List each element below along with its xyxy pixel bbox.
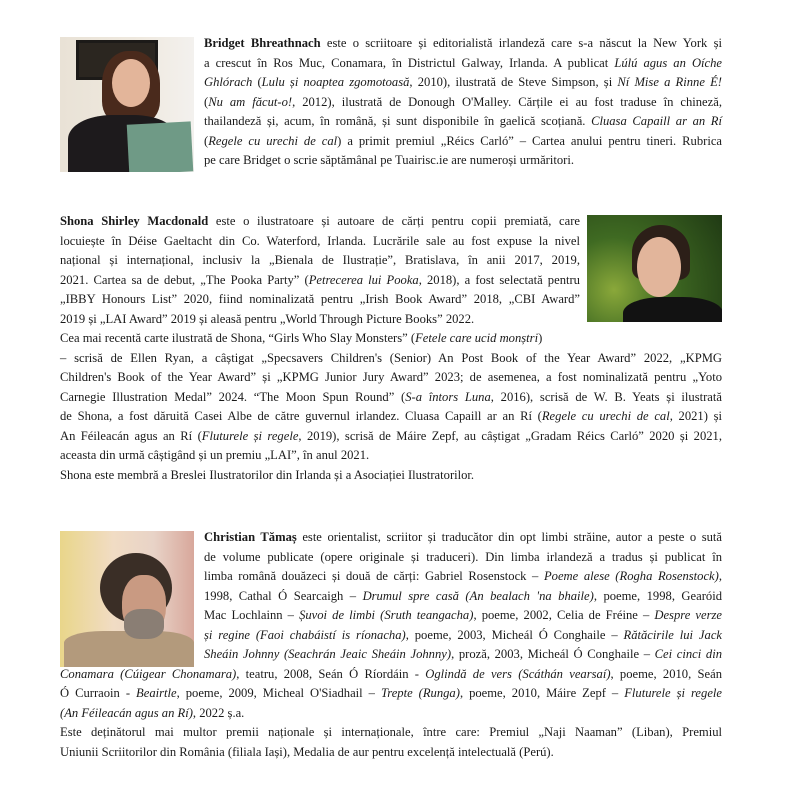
text-line [204,132,722,152]
text-run: 1998, Cathal Ó Searcaigh – [204,588,363,603]
italic-title: Lúlú agus an Oíche [614,55,723,70]
italic-title: Conamara (Cúigear Chonamara) [60,666,237,681]
text-run: , poeme, 2010, Máire Zepf – [459,686,625,700]
italic-title: Fluturele și regele [624,686,722,700]
text-line [60,407,722,427]
text-run: ( [252,75,262,89]
italic-title: Fetele care ucid monștri [415,331,539,345]
italic-title: Despre verze [654,608,722,622]
text-line [204,112,722,132]
italic-title: Cluasa Capaill ar an Rí [591,114,723,128]
text-line [204,626,722,646]
italic-title: Trepte (Runga) [380,686,460,700]
text-run: , 2022 ș.a. [192,705,245,720]
text-run: național și internațional, inclusiv la „Bienala de Ilustrație”, Bratislava, în anii 2017, 2019, [60,253,580,267]
text-line [60,466,722,486]
text-run: „IBBY Honours List” 2020, fiind nominalizată pentru „Irish Book Award” 2018, „CBI Award” [60,292,580,306]
text-line [204,34,722,54]
text-run: ( [204,133,209,148]
text-line [60,349,722,369]
text-run: , poeme, 2010, Seán [610,666,722,681]
text-run: ( [204,94,209,109]
text-line [60,290,580,310]
photo-body [64,631,194,667]
text-run: thailandeză și, acum, în română, și sunt disponibile în gaelică scoțiană. [204,114,592,128]
text-run: Uniunii Scriitorilor din România (filiala Iași), Medalia de aur pentru excelență intelectuală (Perú). [60,744,554,759]
author-name: Christian Tămaș [204,530,297,544]
text-run: , 2012), ilustrată de Donough O'Malley. Cărțile ei au fost traduse în chineză, [292,94,722,109]
text-line [60,310,580,330]
italic-title: Rătăcirile lui Jack [623,627,722,642]
text-line [60,743,722,763]
text-run: , [718,569,722,583]
italic-title: Sheáin Johnny (Seachrán Jeaic Sheáin Johnny) [204,647,452,661]
text-run: Mac Lochlainn – [204,608,300,622]
text-line [204,606,722,626]
text-line [204,528,722,548]
italic-title: Oglindă de vers (Scáthán vearsaí) [425,666,611,681]
text-line [60,446,722,466]
italic-title: Petrecerea lui Pooka [308,272,419,287]
text-run: , 2016), scrisă de W. B. Yeats și ilustrată [490,389,722,404]
text-line [60,427,722,447]
christian-tamas-photo [60,531,194,667]
text-run: , 2010), ilustrată de Steve Simpson, și [409,75,618,89]
text-run: Shona este membră a Breslei Ilustratorilor din Irlanda și a Asociației Ilustratorilor. [60,467,475,482]
italic-title: Fluturele și regele [201,428,299,443]
text-line [60,388,722,408]
text-run: Carnegie Illustration Medal” 2024. “The Moon Spun Round” ( [60,389,406,404]
text-line [204,73,722,93]
book-cover [127,121,194,172]
text-line [60,271,580,291]
text-line [204,567,722,587]
text-run: , teatru, 2008, Seán Ó Ríordáin - [236,666,426,681]
text-run: 2021. Cartea sa de debut, „The Pooka Party” ( [60,272,309,287]
text-run: ) a primit premiul „Réics Carló” – Cartea anului pentru tineri. Rubrica [337,133,722,148]
text-run: , poeme, 2009, Micheal O'Siadhail – [176,686,381,700]
text-run: Ó Curraoin - [60,686,137,700]
italic-title: Beairtle [136,686,177,700]
italic-title: Nu am făcut-o! [208,94,293,109]
italic-title: Poeme alese (Rogha Rosenstock) [543,569,719,583]
shona-macdonald-photo [587,215,722,322]
text-line [60,232,580,252]
italic-title: Șuvoi de limbi (Sruth teangacha) [299,608,474,622]
text-run: Este deținătorul mai multor premii naționale și internaționale, între care: Premiul „Naji Naaman” (Liban), Premiul [60,725,722,739]
text-run: ) [538,331,543,345]
text-line [204,54,722,74]
text-line [60,251,580,271]
text-run: , 2021) și [669,409,722,423]
text-line [60,723,722,743]
text-line [204,93,722,113]
photo-face [112,59,150,107]
author-name: Bridget Bhreathnach [204,36,321,50]
text-run: , 2019), scrisă de Máire Zepf, au câștigat „Gradam Réics Carló” 2020 și 2021, [298,428,722,443]
text-run: , 2018), a fost selectată pentru [418,272,580,287]
italic-title: Cei cinci din [654,647,722,661]
photo-face [637,237,681,297]
text-line [204,587,722,607]
text-line [60,684,722,704]
text-run: pe care Bridget o scrie săptămânal pe Tuairisc.ie are numeroși urmăritori. [204,153,574,167]
text-run: 2019 și „LAI Award” 2019 și aleasă pentru „World Through Picture Books” 2022. [60,311,475,326]
text-run: , poeme, 2002, Celia de Fréine – [473,608,655,622]
text-line [204,645,722,665]
text-run: Children's Book of the Year Award” și „KPMG Junior Jury Award” 2023; de asemenea, a fost nominalizată pentru „Yoto [60,370,722,384]
italic-title: Lulu și noaptea zgomotoasă [261,75,410,89]
text-run: An Féileacán agus an Rí ( [60,428,202,443]
text-line [60,704,722,724]
text-run: Cea mai recentă carte ilustrată de Shona, “Girls Who Slay Monsters” ( [60,331,416,345]
italic-title: Ghlórach [204,75,253,89]
italic-title: Regele cu urechi de cal [541,409,670,423]
text-line [60,368,722,388]
photo-body [623,297,722,322]
photo-beard [124,609,164,639]
text-run: aceasta din urmă câștigând și un premiu „LAI”, în anul 2021. [60,448,370,462]
italic-title: (An Féileacán agus an Rí) [60,705,193,720]
text-line [60,329,580,349]
italic-title: Drumul spre casă (An bealach 'na bhaile) [362,588,594,603]
author-name: Shona Shirley Macdonald [60,214,209,228]
text-run: de volume publicate (opere originale și traduceri). Din limba irlandeză a tradus și publicat în [204,549,722,564]
text-run: de Shona, a fost dăruită Casei Albe de către guvernul irlandez. Cluasa Capaill ar an Rí ( [60,409,542,423]
text-line [204,151,722,171]
italic-title: S-a întors Luna [405,389,491,404]
text-run: , poeme, 2003, Micheál Ó Conghaile – [405,627,624,642]
text-run: locuiește în Déise Gaeltacht din Co. Waterford, Irlanda. Lucrările sale au fost expuse la nivel [60,233,580,248]
text-line [60,665,722,685]
text-run: , poeme, 1998, Gearóid [593,588,722,603]
text-run: a crescut în Ros Muc, Conamara, în Districtul Galway, Irlanda. A publicat [204,55,615,70]
text-run: este orientalist, scriitor și traducător din opt limbi străine, autor a peste o sută [296,530,722,544]
italic-title: și regine (Faoi chabáistí is ríonacha) [204,627,406,642]
text-line [204,548,722,568]
text-run: limba română douăzeci și două de cărți: Gabriel Rosenstock – [204,569,544,583]
text-line [60,212,580,232]
text-run: – scrisă de Ellen Ryan, a câștigat „Specsavers Children's (Senior) An Post Book of the Year Award” 2022, „KPMG [60,350,722,365]
italic-title: Ní Mise a Rinne É! [617,75,722,89]
text-run: este o ilustratoare și autoare de cărți pentru copii premiată, care [208,214,581,228]
text-run: , proză, 2003, Micheál Ó Conghaile – [451,647,655,661]
italic-title: Regele cu urechi de cal [208,133,338,148]
text-run: este o scriitoare și editorialistă irlandeză care s-a născut la New York și [320,36,722,50]
bridget-bhreathnach-photo [60,37,194,172]
